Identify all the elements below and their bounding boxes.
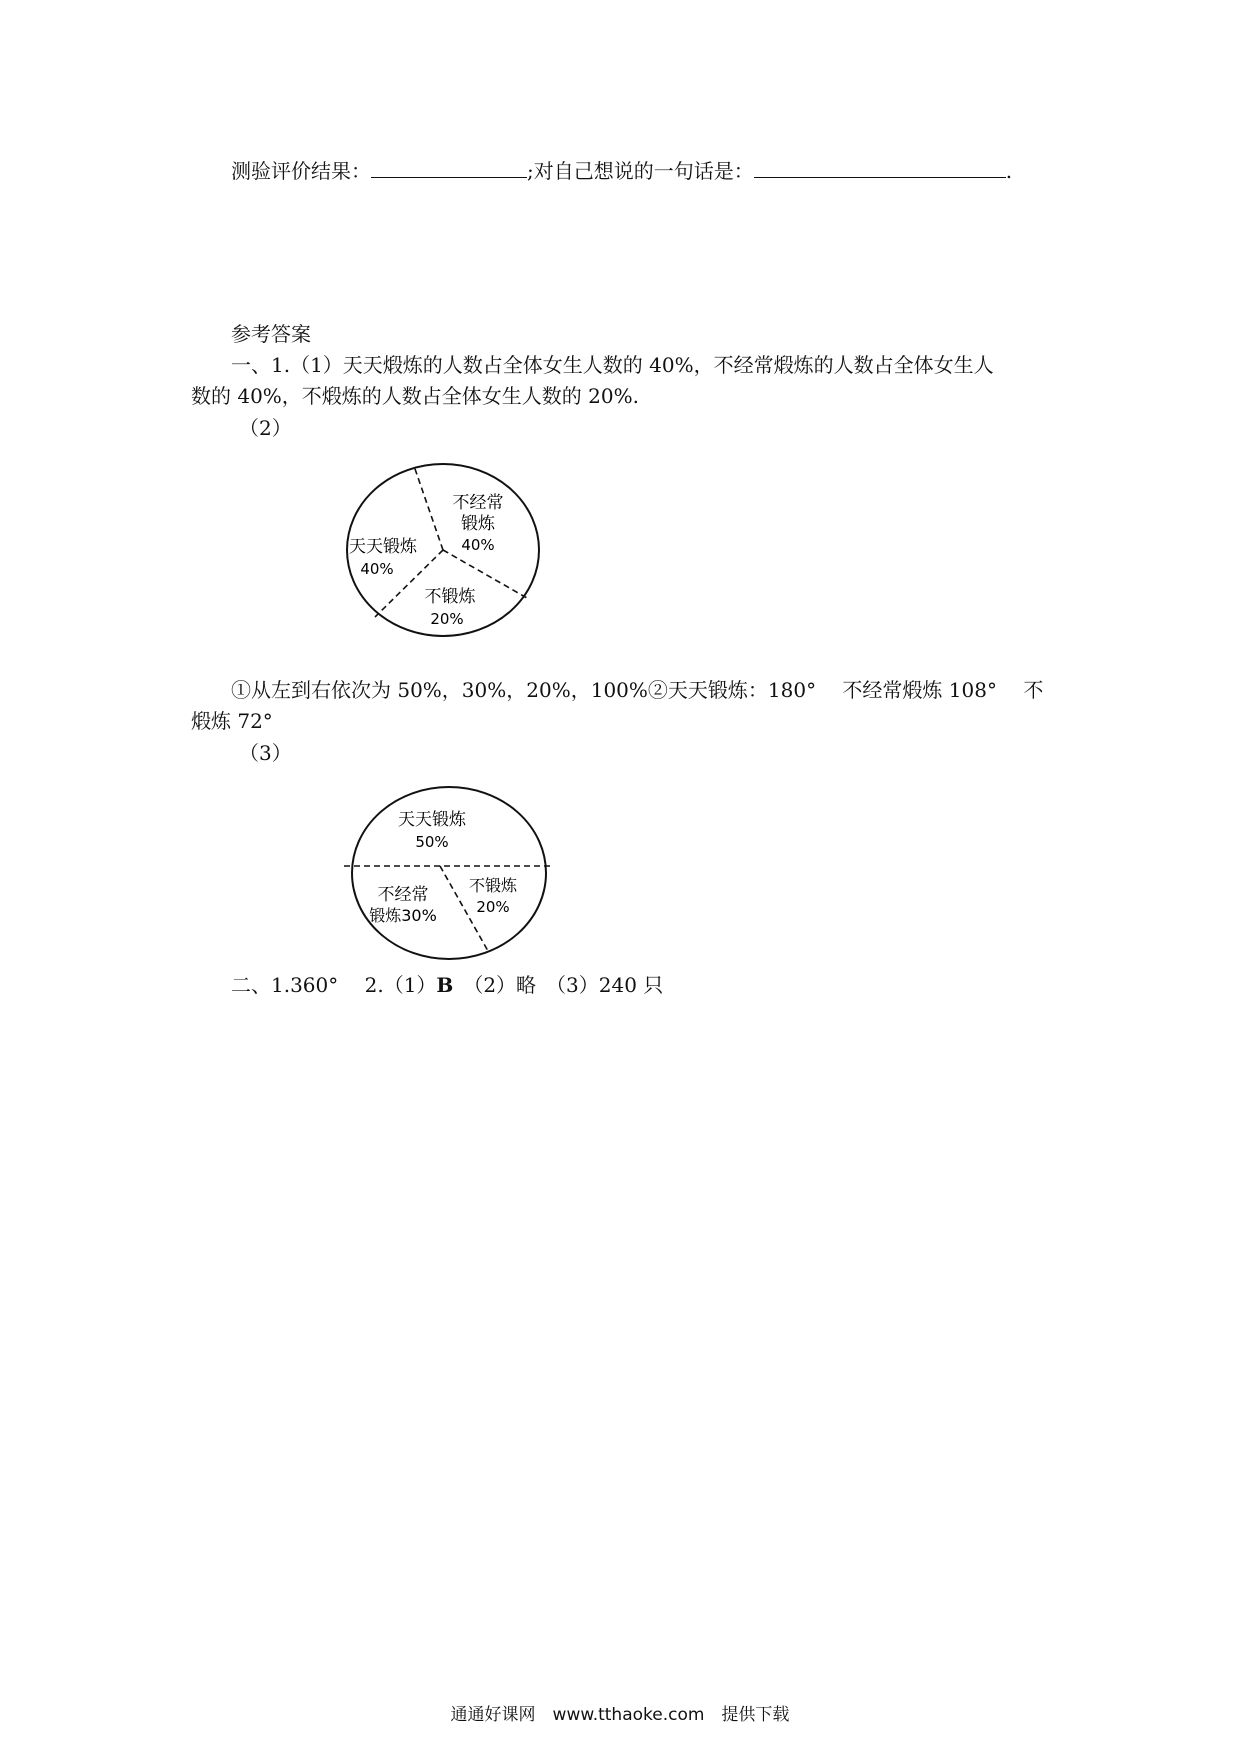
answers-title: 参考答案 <box>231 322 311 346</box>
pie1-label-irregular-2: 锻炼 <box>461 514 495 534</box>
q2-rest: （2）略 （3）240 只 <box>453 973 664 997</box>
footer: 通通好课网 www.tthaoke.com 提供下载 <box>450 1705 790 1725</box>
evaluation-blank <box>371 159 527 178</box>
q1-line4: 煅炼 72° <box>191 709 273 733</box>
q2-line <box>231 971 663 999</box>
self-note-blank <box>754 159 1006 178</box>
evaluation-label: 测验评价结果： <box>231 159 371 183</box>
part3-label: （3） <box>239 741 292 765</box>
pie1-pct-irregular: 40% <box>461 536 495 554</box>
pie1-label-daily: 天天锻炼 <box>349 537 417 557</box>
pie2-pct-daily: 50% <box>415 833 449 851</box>
evaluation-line <box>231 157 1012 185</box>
q1-line1: 一、1.（1）天天煅炼的人数占全体女生人数的 40%，不经常煅炼的人数占全体女生人 <box>231 353 994 377</box>
pie-chart-1 <box>335 462 575 642</box>
q2-answer-b: B <box>436 973 454 997</box>
q2-prefix: 二、1.360° 2.（1） <box>231 973 437 997</box>
pie-chart-2 <box>340 785 570 965</box>
pie2-label-irregular: 不经常 <box>377 885 429 905</box>
pie2-pct-none: 20% <box>476 898 510 916</box>
pie2-label-daily: 天天锻炼 <box>398 810 466 830</box>
evaluation-end: . <box>1005 159 1013 183</box>
pie1-label-irregular: 不经常 <box>452 493 504 513</box>
part2-label: （2） <box>239 416 292 440</box>
pie2-label-irregular-2: 锻炼30% <box>369 906 437 925</box>
q1-line2: 数的 40%，不煅炼的人数占全体女生人数的 20%. <box>191 384 639 408</box>
pie2-label-none: 不锻炼 <box>468 876 518 895</box>
q1-line3: ①从左到右依次为 50%，30%，20%，100%②天天锻炼：180° 不经常煅炼 108° 不 <box>231 678 1044 702</box>
pie1-pct-daily: 40% <box>360 560 394 578</box>
pie1-label-none: 不锻炼 <box>424 587 476 607</box>
pie1-pct-none: 20% <box>430 610 464 628</box>
self-note-label: ;对自己想说的一句话是： <box>527 159 754 183</box>
pie1-divider-top <box>414 466 443 550</box>
